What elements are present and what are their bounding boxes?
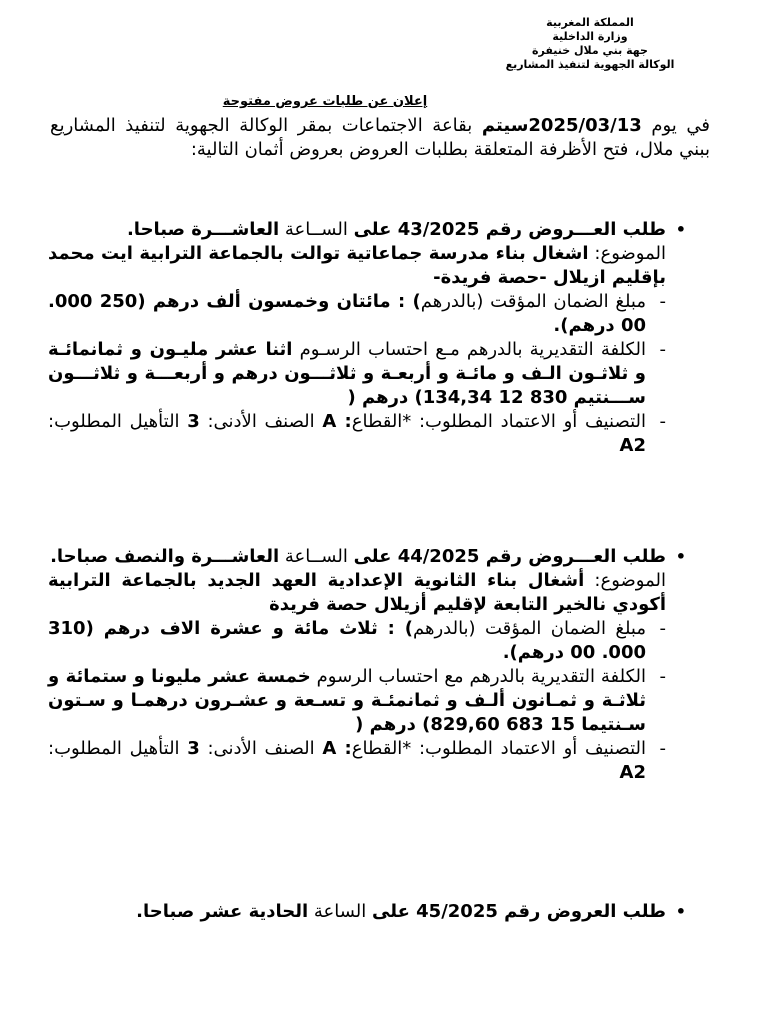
announcement-title: إعلان عن طلبات عروض مفتوحة [222,94,428,109]
qualification-label: التأهيل المطلوب: [48,411,188,432]
min-class-value: 3 [187,411,200,432]
tender-heading [48,218,688,242]
intro-verb: سيتم [481,115,529,136]
intro-text-start: في يوم [641,115,711,136]
guarantee-amount: ) : مائتان وخمسون ألف درهم (250 000. 00 درهم). [48,291,646,336]
letterhead-line: جهة بني ملال خنيفرة [532,44,648,57]
tender-number: طلب العـــروض رقم 43/2025 على [353,219,666,240]
cost-amount: خمسة عشر مليونا و ستمائة و ثلاثـة و ثمـانون ألـف و ثمانمئـة و تسـعة و عشـرون درهمـا و سـتون سـنتيما 15 683 829,60) درهم ( [48,666,646,735]
tender-block-2 [48,545,688,785]
tender-number: طلب العروض رقم 45/2025 على [372,901,666,922]
letterhead-line: الوكالة الجهوية لتنفيذ المشاريع [505,58,675,71]
qualification-value: A2 [619,435,646,456]
guarantee-amount: ) : ثلاث مائة و عشرة الاف درهم (310 000. 00 درهم). [48,618,646,663]
min-class-label: الصنف الأدنى: [199,738,323,759]
dash-icon: - [659,738,666,759]
letterhead-line: وزارة الداخلية [552,30,628,43]
classification-item [48,737,666,785]
letterhead [470,16,710,72]
guarantee-item [48,617,666,665]
dash-icon: - [659,666,666,687]
tender-heading [48,900,688,924]
dash-icon: - [659,411,666,432]
bullet-icon: • [675,547,686,566]
tender-time: العاشـــرة والنصف صباحا. [50,546,280,567]
dash-icon: - [659,339,666,360]
tender-time: الحادية عشر صباحا. [136,901,309,922]
tender-block-3 [48,900,688,924]
subject-text: أشغال بناء الثانوية الإعدادية العهد الجديد بالجماعة الترابية أكودي نالخير التابعة لإقليم أزيلال حصة فريدة [48,570,666,615]
qualification-label: التأهيل المطلوب: [48,738,188,759]
letterhead-line: المملكة المغربية [546,16,634,29]
bullet-icon: • [675,220,686,239]
tender-block-1 [48,218,688,458]
classification-label: التصنيف أو الاعتماد المطلوب: *القطاع [351,738,647,759]
classification-item [48,410,666,458]
subject-text: اشغال بناء مدرسة جماعاتية توالت بالجماعة الترابية ايت محمد بإقليم ازيلال -حصة فريدة- [48,243,666,288]
classification-label: التصنيف أو الاعتماد المطلوب: *القطاع [351,411,647,432]
guarantee-item [48,290,666,338]
guarantee-label: مبلغ الضمان المؤقت (بالدرهم [420,291,646,312]
tender-subject [48,242,666,290]
subject-label: الموضوع: [584,570,666,591]
cost-amount: اثنا عشر مليـون و ثمانمائـة و ثلاثـون الـف و مائـة و أربعـة و ثلاثـــون درهم و أربعـــة و ثلاثـــون ســـنتيم 830 12 134,34) درهم ( [48,339,646,408]
intro-paragraph [50,114,710,162]
dash-icon: - [659,618,666,639]
guarantee-label: مبلغ الضمان المؤقت (بالدرهم [412,618,646,639]
cost-label: الكلفة التقديرية بالدرهم مع احتساب الرسوم [310,666,646,687]
tender-time-label: الساعة [308,901,373,922]
intro-date: 2025/03/13 [528,115,642,136]
tender-time: العاشـــرة صباحا. [126,219,280,240]
dash-icon: - [659,291,666,312]
sector-value: : A [322,738,352,759]
bullet-icon: • [675,902,686,921]
cost-item [48,338,666,410]
sector-value: : A [322,411,352,432]
tender-number: طلب العـــروض رقم 44/2025 على [353,546,666,567]
qualification-value: A2 [619,762,646,783]
tender-time-label: الســاعة [279,546,354,567]
cost-label: الكلفة التقديرية بالدرهم مـع احتساب الرسـوم [292,339,646,360]
intro-text-rest: بقاعة الاجتماعات بمقر الوكالة الجهوية لتنفيذ المشاريع ببني ملال، فتح الأظرفة المتعلقة بطلبات العروض بعروض أثمان التالية: [50,115,710,160]
subject-label: الموضوع: [588,243,666,264]
tender-heading [48,545,688,569]
cost-item [48,665,666,737]
tender-subject [48,569,666,617]
tender-time-label: الســاعة [279,219,354,240]
min-class-value: 3 [187,738,200,759]
min-class-label: الصنف الأدنى: [199,411,323,432]
